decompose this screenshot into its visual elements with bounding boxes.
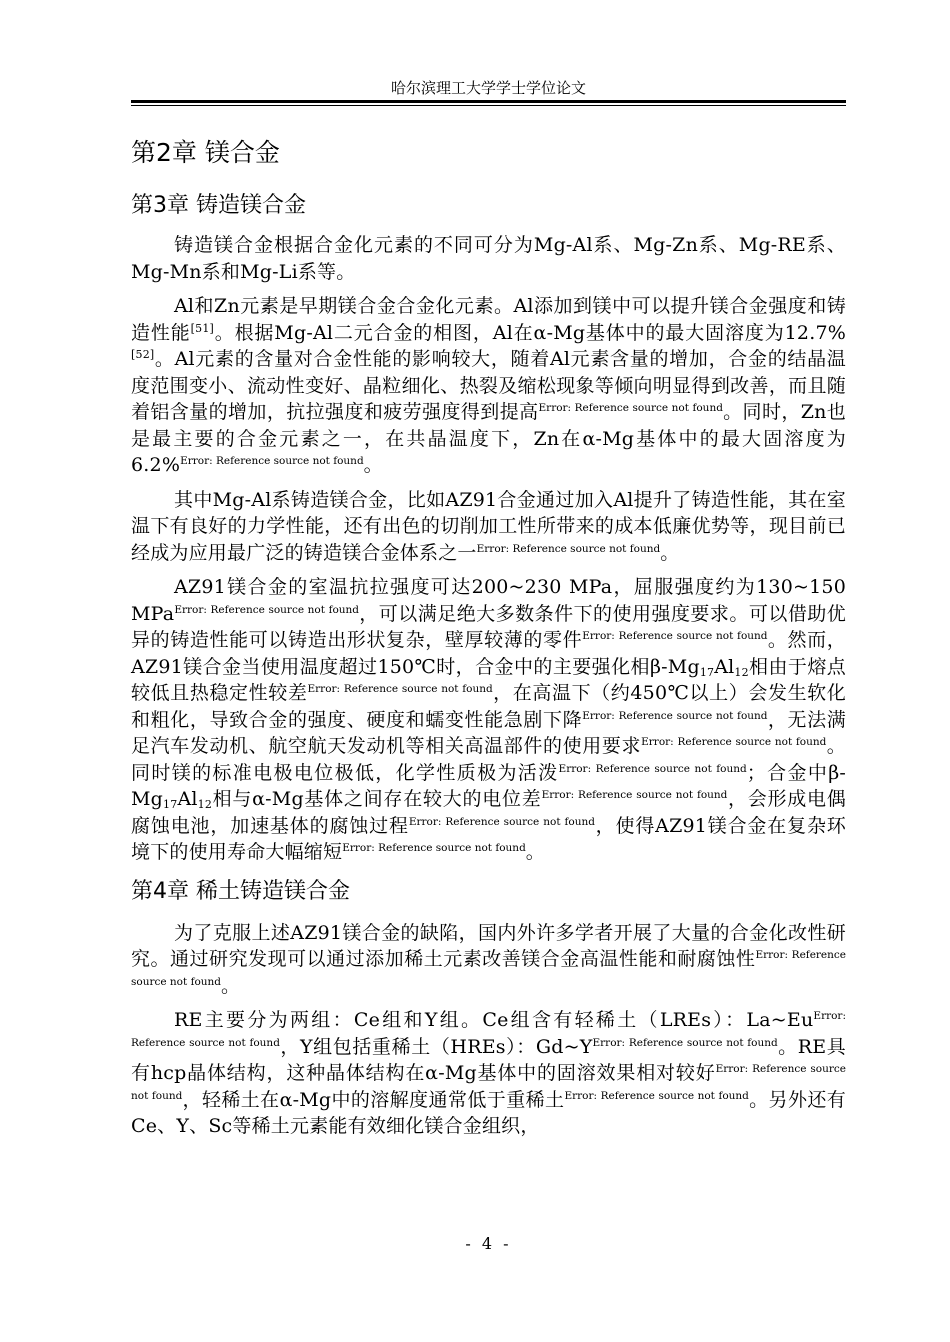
reference-error[interactable]: Error: Reference source not found <box>131 1010 846 1049</box>
reference-error[interactable]: Error: Reference source not found <box>408 815 595 828</box>
reference-error[interactable]: Error: Reference source not found <box>174 603 360 616</box>
page-number: - 4 - <box>465 1234 512 1253</box>
paragraph-5 <box>131 920 846 1000</box>
paragraph-2 <box>131 293 846 479</box>
text: 。 <box>660 541 680 564</box>
text: 。同时镁的标准电极电位极低，化学性质极为活泼 <box>131 735 846 784</box>
citation-51[interactable]: [51] <box>190 321 215 335</box>
text: ，在高温下（约450℃以上）会发生软化和粗化，导致合金的强度、硬度和蠕变性能急剧下降 <box>131 682 846 731</box>
reference-error[interactable]: Error: Reference source not found <box>641 736 827 748</box>
header-rule-thin <box>131 105 846 106</box>
text: ，Y组包括重稀土（HREs）：Gd~Y <box>279 1035 593 1058</box>
text: 。同时，Zn也是最主要的合金元素之一，在共晶温度下，Zn在α-Mg基体中的最大固溶度为6.2% <box>131 401 847 476</box>
text: RE主要分为两组：Ce组和Y组。Ce组含有轻稀土（LREs）：La~Eu <box>174 1009 814 1031</box>
reference-error[interactable]: Error: Reference source not found <box>307 683 493 695</box>
text: 。然而，AZ91镁合金当使用温度超过150℃时，合金中的主要强化相β-Mg <box>131 629 846 678</box>
header-rule-thick <box>131 100 846 103</box>
text: 其中Mg-Al系铸造镁合金，比如AZ91合金通过加入Al提升了铸造性能，其在室温下有良好的力学性能，还有出色的切削加工性所带来的成本低廉优势等，现目前已经成为应用最广泛的铸造镁合金体系之一 <box>131 488 846 564</box>
text: 相与α-Mg基体之间存在较大的电位差 <box>212 788 542 810</box>
text: 。 <box>363 454 383 476</box>
paragraph-1 <box>131 232 846 285</box>
chapter-2-heading: 第2章 镁合金 <box>131 138 280 167</box>
reference-error[interactable]: Error: Reference source not found <box>592 1036 778 1049</box>
text: ，无法满足汽车发动机、航空航天发动机等相关高温部件的使用要求 <box>131 708 846 757</box>
text: 铸造镁合金根据合金化元素的不同可分为Mg-Al系、Mg-Zn系、Mg-RE系、Mg-Mn系和Mg-Li系等。 <box>131 234 846 283</box>
subscript: 17 <box>699 665 715 679</box>
text: 。根据Mg-Al二元合金的相图，Al在α-Mg基体中的最大固溶度为12.7% <box>214 321 846 344</box>
reference-error[interactable]: Error: Reference source not found <box>582 630 768 642</box>
text: 。Al元素的含量对合金性能的影响较大，随着Al元素含量的增加，合金的结晶温度范围变小、流动性变好、晶粒细化、热裂及缩松现象等倾向明显得到改善，而且随着铝含量的增加，抗拉强度和疲劳强度得到提高 <box>131 348 846 423</box>
text: 。 <box>525 841 545 863</box>
reference-error[interactable]: Error: Reference source not found <box>342 842 526 854</box>
chapter-4-heading: 第4章 稀土铸造镁合金 <box>131 878 350 904</box>
running-header: 哈尔滨理工大学学士学位论文 <box>390 79 586 97</box>
paragraph-4 <box>131 574 846 866</box>
citation-52[interactable]: [52] <box>131 348 155 361</box>
reference-error[interactable]: Error: Reference source not found <box>476 542 661 555</box>
text: ，使得AZ91镁合金在复杂环境下的使用寿命大幅缩短 <box>131 814 846 863</box>
text: AZ91镁合金的室温抗拉强度可达200~230 MPa，屈服强度约为130~150 MPa <box>131 576 846 625</box>
reference-error[interactable]: Error: Reference source not found <box>582 709 768 722</box>
text: 。 <box>221 974 241 997</box>
reference-error[interactable]: Error: Reference source not found <box>131 1063 847 1102</box>
reference-error[interactable]: Error: Reference source not found <box>564 1089 749 1102</box>
reference-error[interactable]: Error: Reference source not found <box>180 455 364 467</box>
reference-error[interactable]: Error: Reference source not found <box>558 762 747 775</box>
text: ，可以满足绝大多数条件下的使用强度要求。可以借助优异的铸造性能可以铸造出形状复杂，壁厚较薄的零件 <box>131 602 846 651</box>
chapter-3-heading: 第3章 铸造镁合金 <box>131 193 306 218</box>
text: 。RE具有hcp晶体结构，这种晶体结构在α-Mg基体中的固溶效果相对较好 <box>131 1035 846 1084</box>
text: Al <box>177 788 198 810</box>
text: Al <box>714 655 735 678</box>
reference-error[interactable]: Error: Reference source not found <box>538 402 723 414</box>
text: 相由于熔点较低且热稳定性较差 <box>131 655 846 704</box>
reference-error[interactable]: Error: Reference source not found <box>541 789 728 801</box>
text: ；合金中β-Mg <box>131 761 847 810</box>
page-body <box>131 128 846 1148</box>
subscript: 12 <box>197 798 213 811</box>
subscript: 12 <box>734 665 749 679</box>
text: 。另外还有Ce、Y、Sc等稀土元素能有效细化镁合金组织， <box>131 1088 846 1137</box>
paragraph-6 <box>131 1007 846 1140</box>
text: Al和Zn元素是早期镁合金合金化元素。Al添加到镁中可以提升镁合金强度和铸造性能 <box>131 295 846 344</box>
text: ，会形成电偶腐蚀电池，加速基体的腐蚀过程 <box>131 788 847 837</box>
text: 为了克服上述AZ91镁合金的缺陷，国内外许多学者开展了大量的合金化改性研究。通过研究发现可以通过添加稀土元素改善镁合金高温性能和耐腐蚀性 <box>131 921 846 970</box>
text: ，轻稀土在α-Mg中的溶解度通常低于重稀土 <box>182 1088 565 1111</box>
subscript: 17 <box>163 798 178 811</box>
reference-error[interactable]: Error: Reference source not found <box>131 949 846 988</box>
paragraph-3 <box>131 487 846 567</box>
